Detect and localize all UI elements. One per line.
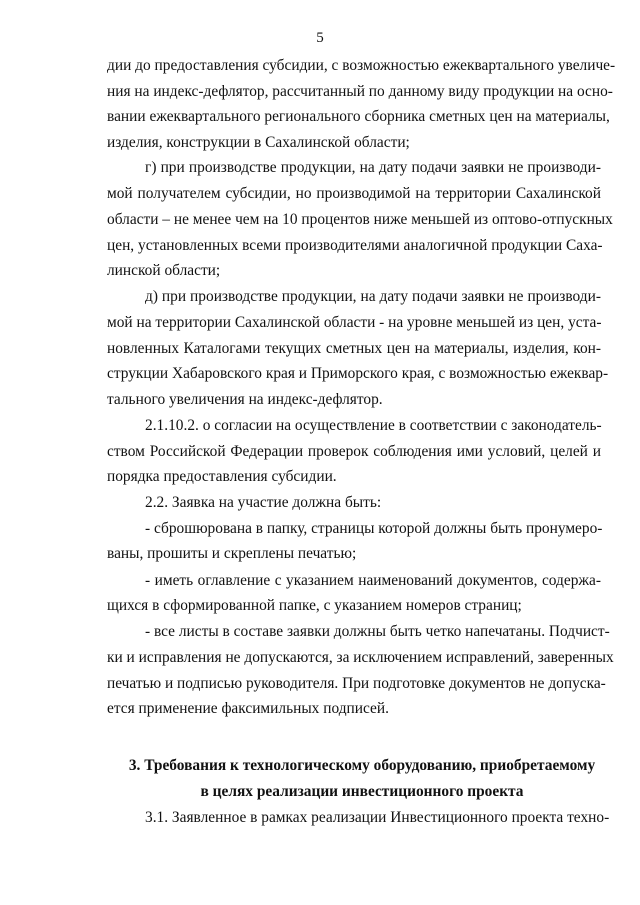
text-line: дии до предоставления субсидии, с возможностью ежеквартального увеличе- [107,57,616,74]
text-line: цен, установленных всеми производителями аналогичной продукции Саха- [107,237,603,254]
text-line: 3.1. Заявленное в рамках реализации Инвестиционного проекта техно- [145,809,610,826]
text-line: - иметь оглавление с указанием наименований документов, содержа- [145,572,601,589]
text-line: ством Российской Федерации проверок соблюдения ими условий, целей и [107,443,601,460]
text-line: 2.1.10.2. о согласии на осуществление в соответствии с законодатель- [145,417,602,434]
text-line: вании ежеквартального регионального сборника сметных цен на материалы, [107,108,610,125]
text-line: г) при производстве продукции, на дату подачи заявки не производи- [145,159,601,176]
text-line: - все листы в составе заявки должны быть четко напечатаны. Подчист- [145,623,610,640]
text-line: мой получателем субсидии, но производимой на территории Сахалинской [107,185,601,202]
text-line: линской области; [107,262,221,279]
section-heading: 3. Требования к технологическому оборудованию, приобретаемому [128,757,596,774]
text-line: области – не менее чем на 10 процентов ниже меньшей из оптово-отпускных [107,211,613,228]
text-line: д) при производстве продукции, на дату подачи заявки не производи- [145,288,601,305]
text-line: ки и исправления не допускаются, за исключением исправлений, заверенных [107,649,614,666]
text-line: печатью и подписью руководителя. При подготовке документов не допуска- [107,675,606,692]
text-line: изделия, конструкции в Сахалинской области; [107,134,410,151]
text-line: ния на индекс-дефлятор, рассчитанный по данному виду продукции на осно- [107,83,613,100]
text-line: новленных Каталогами текущих сметных цен на материалы, изделия, кон- [107,340,601,357]
text-line: струкции Хабаровского края и Приморского края, с возможностью ежеквар- [107,365,609,382]
section-heading: в целях реализации инвестиционного проекта [200,783,524,800]
text-line: тального увеличения на индекс-дефлятор. [107,391,383,408]
text-line: 2.2. Заявка на участие должна быть: [145,494,382,511]
text-line: мой на территории Сахалинской области - на уровне меньшей из цен, уста- [107,314,602,331]
text-line: - сброшюрована в папку, страницы которой должны быть пронумеро- [145,520,603,537]
page-number: 5 [316,30,324,46]
text-line: ется применение факсимильных подписей. [107,700,389,717]
text-line: порядка предоставления субсидии. [107,468,337,485]
text-line: ваны, прошиты и скреплены печатью; [107,545,357,562]
text-line: щихся в сформированной папке, с указанием номеров страниц; [107,597,522,614]
